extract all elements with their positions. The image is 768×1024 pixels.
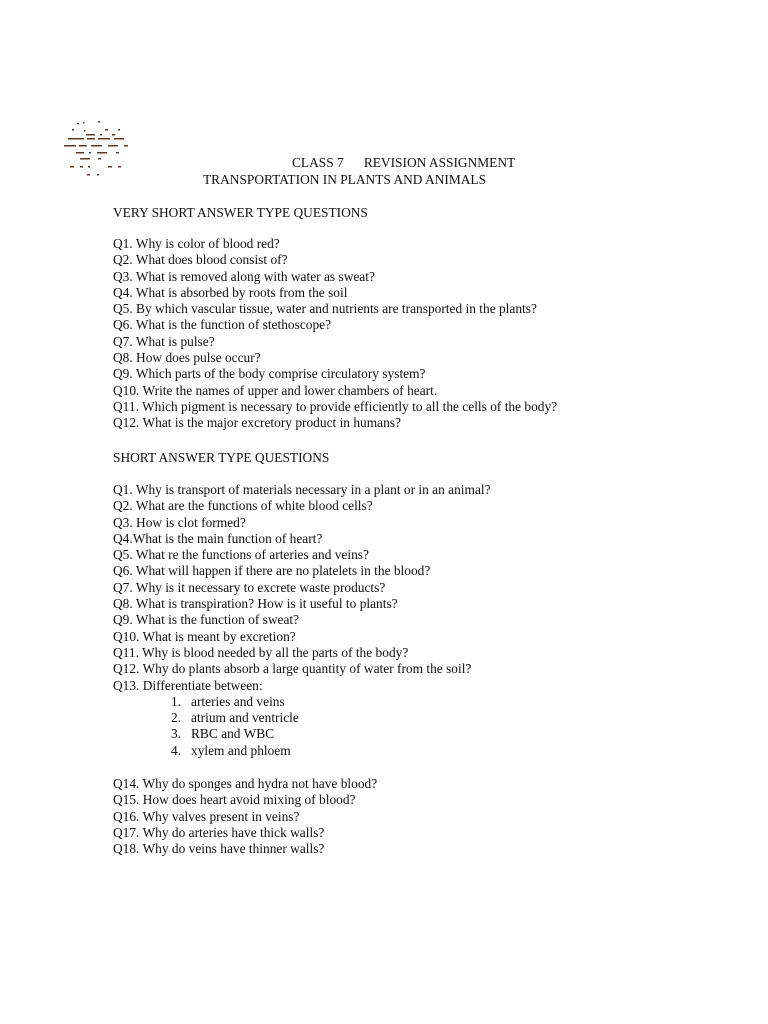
question-list-short-continued xyxy=(113,776,377,857)
question-item: Q7. Why is it necessary to excrete waste products? xyxy=(113,579,386,595)
section-heading-very-short: VERY SHORT ANSWER TYPE QUESTIONS xyxy=(113,205,368,220)
question-item: Q8. What is transpiration? How is it useful to plants? xyxy=(113,596,398,612)
document-topic: TRANSPORTATION IN PLANTS AND ANIMALS xyxy=(203,172,487,187)
subitem-text: RBC and WBC xyxy=(191,726,275,742)
question-item: Q7. What is pulse? xyxy=(113,333,215,349)
question-item: Q6. What will happen if there are no platelets in the blood? xyxy=(113,563,431,579)
question-item: Q14. Why do sponges and hydra not have blood? xyxy=(113,776,378,791)
question-item: Q5. What re the functions of arteries and veins? xyxy=(113,547,369,563)
subitem-number: 2. xyxy=(170,710,181,726)
question-item: Q2. What does blood consist of? xyxy=(113,252,288,268)
subitem xyxy=(113,710,491,726)
question-item: Q2. What are the functions of white blood cells? xyxy=(113,498,373,514)
subitem-text: arteries and veins xyxy=(191,693,285,709)
class-label: CLASS 7 xyxy=(292,155,344,170)
question-item: Q8. How does pulse occur? xyxy=(113,350,261,366)
question-item: Q13. Differentiate between: xyxy=(113,677,263,693)
question-item: Q1. Why is color of blood red? xyxy=(113,236,280,251)
question-item: Q9. Which parts of the body comprise circulatory system? xyxy=(113,366,426,382)
question-item: Q18. Why do veins have thinner walls? xyxy=(113,841,325,857)
question-item: Q12. Why do plants absorb a large quantity of water from the soil? xyxy=(113,661,472,677)
question-item: Q15. How does heart avoid mixing of blood? xyxy=(113,792,356,808)
question-item: Q16. Why valves present in veins? xyxy=(113,808,300,824)
subitem xyxy=(113,726,491,742)
question-item: Q17. Why do arteries have thick walls? xyxy=(113,824,325,840)
subitem-number: 4. xyxy=(170,742,181,758)
assignment-label: REVISION ASSIGNMENT xyxy=(363,155,516,170)
question-item: Q4. What is absorbed by roots from the soil xyxy=(113,284,348,300)
question-item: Q11. Why is blood needed by all the parts of the body? xyxy=(113,644,409,660)
subitem-text: atrium and ventricle xyxy=(191,710,299,726)
question-item: Q3. What is removed along with water as sweat? xyxy=(113,268,375,284)
subitem-number: 3. xyxy=(170,726,181,742)
question-item: Q6. What is the function of stethoscope? xyxy=(113,317,332,333)
question-list-very-short xyxy=(113,236,557,432)
question-item: Q1. Why is transport of materials necessary in a plant or in an animal? xyxy=(113,482,491,497)
question-list-short xyxy=(113,482,491,759)
question-item: Q10. What is meant by excretion? xyxy=(113,628,296,644)
section-heading-short: SHORT ANSWER TYPE QUESTIONS xyxy=(113,450,330,465)
subitem-number: 1. xyxy=(170,693,181,709)
subitem xyxy=(113,743,491,759)
question-item: Q9. What is the function of sweat? xyxy=(113,612,300,628)
document-title xyxy=(292,155,515,171)
subitem-text: xylem and phloem xyxy=(191,742,291,758)
question-item: Q12. What is the major excretory product in humans? xyxy=(113,415,401,431)
question-item: Q10. Write the names of upper and lower chambers of heart. xyxy=(113,382,438,398)
subitem xyxy=(113,694,491,710)
question-item: Q11. Which pigment is necessary to provide efficiently to all the cells of the body? xyxy=(113,398,558,414)
question-item: Q3. How is clot formed? xyxy=(113,514,246,530)
school-logo xyxy=(60,120,132,178)
question-item: Q4.What is the main function of heart? xyxy=(113,530,323,546)
question-item: Q5. By which vascular tissue, water and nutrients are transported in the plants? xyxy=(113,301,537,317)
